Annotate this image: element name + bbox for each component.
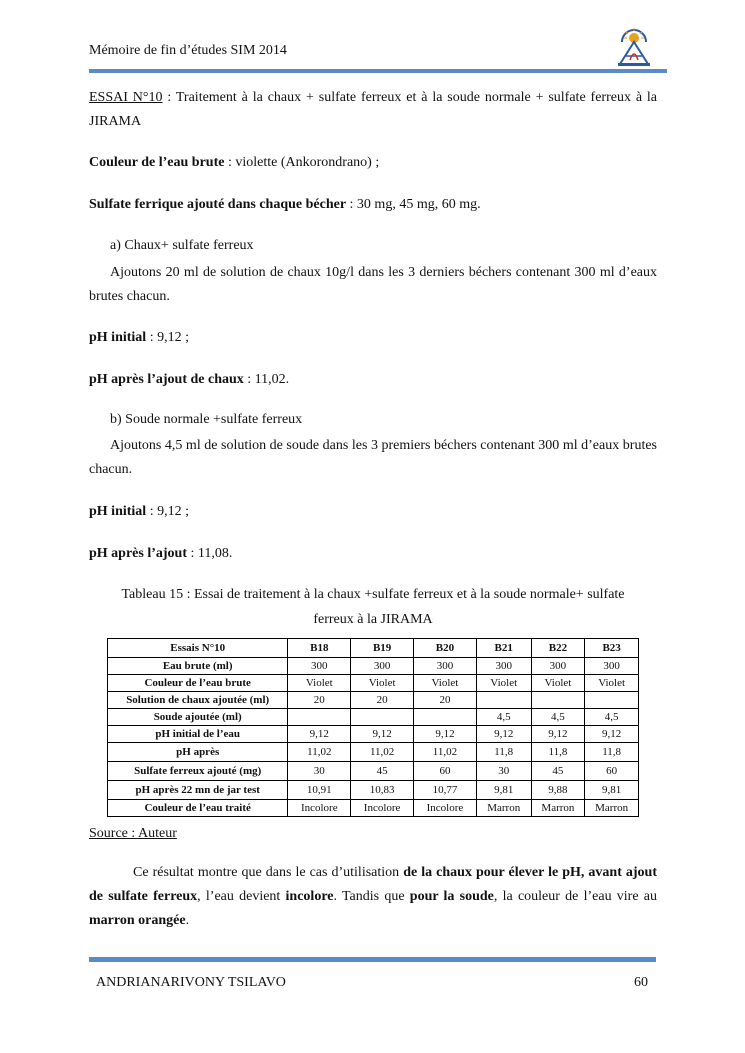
- table-cell: 9,12: [531, 726, 585, 743]
- table-cell: 300: [531, 658, 585, 675]
- essai-title: [89, 86, 657, 134]
- ph-apres-label: pH après l’ajout: [89, 546, 187, 561]
- table-header-row: [108, 639, 639, 658]
- table-cell: 9,81: [476, 781, 531, 800]
- results-table: [107, 638, 639, 817]
- table-cell: 9,81: [585, 781, 639, 800]
- section-a-text: Ajoutons 20 ml de solution de chaux 10g/l dans les 3 derniers béchers contenant 300 ml d’eaux brutes chacun.: [89, 265, 657, 304]
- table-row: [108, 726, 639, 743]
- essai-text: : Traitement à la chaux + sulfate ferreux et à la soude normale + sulfate ferreux à la JIRAMA: [89, 90, 658, 129]
- ph-initial-value: : 9,12 ;: [146, 504, 189, 519]
- table-row: [108, 781, 639, 800]
- conclusion-text: Ce résultat montre que dans le cas d’utilisation: [133, 865, 404, 880]
- footer-rule: [89, 957, 656, 962]
- footer-author: ANDRIANARIVONY TSILAVO: [96, 975, 286, 990]
- table-header-cell: B23: [585, 639, 639, 658]
- page-number: 60: [634, 975, 648, 990]
- table-cell: Violet: [351, 675, 414, 692]
- table-header-cell: B19: [351, 639, 414, 658]
- table-row-label: pH initial de l’eau: [108, 726, 288, 743]
- table-cell: [351, 709, 414, 726]
- sulfate-label: Sulfate ferrique ajouté dans chaque bécher: [89, 197, 347, 212]
- table-row: [108, 692, 639, 709]
- table-row-label: Eau brute (ml): [108, 658, 288, 675]
- table-cell: Incolore: [351, 800, 414, 817]
- table-cell: Incolore: [414, 800, 477, 817]
- table-cell: 11,02: [351, 743, 414, 762]
- section-b-ph-initial: [89, 500, 657, 524]
- section-b-ph-apres: [89, 542, 657, 566]
- header-rule: [89, 69, 667, 73]
- conclusion-text: , l’eau devient: [197, 889, 286, 904]
- table-source: Source : Auteur: [89, 826, 177, 841]
- table-cell: [288, 709, 351, 726]
- table-header-cell: B20: [414, 639, 477, 658]
- table-cell: 11,02: [288, 743, 351, 762]
- table-row-label: pH après: [108, 743, 288, 762]
- couleur-line: [89, 151, 657, 175]
- table-cell: 9,12: [288, 726, 351, 743]
- section-a-ph-apres: [89, 368, 657, 392]
- conclusion-text: , la couleur de l’eau vire au: [493, 889, 657, 904]
- table-row: [108, 675, 639, 692]
- couleur-label: Couleur de l’eau brute: [89, 155, 225, 170]
- table-cell: Incolore: [288, 800, 351, 817]
- table-cell: [476, 692, 531, 709]
- conclusion-emphasis: incolore: [285, 889, 334, 904]
- table-cell: 20: [288, 692, 351, 709]
- table-row: [108, 762, 639, 781]
- table-cell: Violet: [585, 675, 639, 692]
- table-cell: 9,12: [414, 726, 477, 743]
- ph-initial-value: : 9,12 ;: [146, 330, 189, 345]
- section-a-ph-initial: [89, 326, 657, 350]
- table-cell: 300: [351, 658, 414, 675]
- sulfate-text: : 30 mg, 45 mg, 60 mg.: [346, 197, 481, 212]
- table-row-label: Soude ajoutée (ml): [108, 709, 288, 726]
- table-caption-line1: Tableau 15 : Essai de traitement à la chaux +sulfate ferreux et à la soude normale+ sulfate: [121, 587, 625, 602]
- table-row: [108, 800, 639, 817]
- table-row: [108, 658, 639, 675]
- table-cell: 11,8: [476, 743, 531, 762]
- table-cell: 4,5: [531, 709, 585, 726]
- table-cell: [414, 709, 477, 726]
- table-row-label: Sulfate ferreux ajouté (mg): [108, 762, 288, 781]
- conclusion-text: . Tandis que: [333, 889, 410, 904]
- header-title: Mémoire de fin d’études SIM 2014: [89, 43, 287, 58]
- section-a-heading: a) Chaux+ sulfate ferreux: [110, 238, 254, 253]
- table-cell: 9,12: [351, 726, 414, 743]
- table-cell: 60: [414, 762, 477, 781]
- table-cell: Marron: [531, 800, 585, 817]
- table-row: [108, 709, 639, 726]
- table-cell: 9,88: [531, 781, 585, 800]
- table-cell: 4,5: [476, 709, 531, 726]
- ph-apres-label: pH après l’ajout de chaux: [89, 372, 244, 387]
- table-cell: 300: [288, 658, 351, 675]
- table-cell: 45: [531, 762, 585, 781]
- table-cell: Violet: [476, 675, 531, 692]
- ph-initial-label: pH initial: [89, 504, 147, 519]
- table-cell: 11,8: [531, 743, 585, 762]
- table-caption-line2: ferreux à la JIRAMA: [313, 612, 433, 627]
- table-header-cell: Essais N°10: [108, 639, 288, 658]
- table-cell: 30: [476, 762, 531, 781]
- section-b-text: Ajoutons 4,5 ml de solution de soude dans les 3 premiers béchers contenant 300 ml d’eaux brutes chacun.: [89, 438, 657, 477]
- table-cell: 300: [414, 658, 477, 675]
- conclusion-text: .: [185, 913, 190, 928]
- table-row-label: pH après 22 mn de jar test: [108, 781, 288, 800]
- table-cell: 11,02: [414, 743, 477, 762]
- table-cell: 20: [351, 692, 414, 709]
- table-cell: [585, 692, 639, 709]
- table-cell: 10,91: [288, 781, 351, 800]
- table-cell: Marron: [476, 800, 531, 817]
- conclusion-paragraph: [89, 861, 657, 933]
- table-cell: Violet: [288, 675, 351, 692]
- ph-initial-label: pH initial: [89, 330, 147, 345]
- conclusion-emphasis: marron orangée: [89, 913, 186, 928]
- table-cell: 60: [585, 762, 639, 781]
- section-b-heading: b) Soude normale +sulfate ferreux: [110, 412, 303, 427]
- table-cell: Violet: [531, 675, 585, 692]
- conclusion-emphasis: pour la soude: [409, 889, 494, 904]
- table-cell: 9,12: [476, 726, 531, 743]
- table-row-label: Solution de chaux ajoutée (ml): [108, 692, 288, 709]
- ph-apres-value: : 11,02.: [243, 372, 290, 387]
- table-cell: 10,77: [414, 781, 477, 800]
- table-row-label: Couleur de l’eau brute: [108, 675, 288, 692]
- table-cell: 4,5: [585, 709, 639, 726]
- table-cell: [531, 692, 585, 709]
- sulfate-line: [89, 193, 657, 217]
- ph-apres-value: : 11,08.: [187, 546, 233, 561]
- table-cell: 300: [476, 658, 531, 675]
- table-cell: 10,83: [351, 781, 414, 800]
- table-header-cell: B22: [531, 639, 585, 658]
- institution-logo-icon: [614, 26, 654, 68]
- essai-label: ESSAI N°10: [89, 90, 163, 105]
- table-header-cell: B18: [288, 639, 351, 658]
- table-header-cell: B21: [476, 639, 531, 658]
- table-row-label: Couleur de l’eau traité: [108, 800, 288, 817]
- table-cell: 30: [288, 762, 351, 781]
- table-cell: 20: [414, 692, 477, 709]
- conclusion-emphasis: de la chaux pour élever le pH, avant ajout de sulfate ferreux: [89, 865, 657, 904]
- table-cell: Marron: [585, 800, 639, 817]
- table-cell: 45: [351, 762, 414, 781]
- table-cell: 300: [585, 658, 639, 675]
- table-cell: Violet: [414, 675, 477, 692]
- table-cell: 9,12: [585, 726, 639, 743]
- table-row: [108, 743, 639, 762]
- table-cell: 11,8: [585, 743, 639, 762]
- couleur-text: : violette (Ankorondrano) ;: [224, 155, 380, 170]
